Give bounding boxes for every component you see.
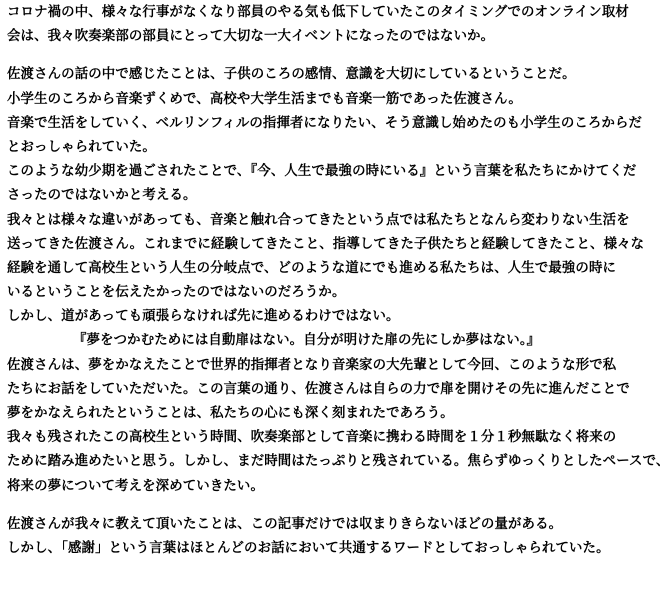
text-line: ために踏み進めたいと思う。しかし、まだ時間はたっぷりと残されている。焦らずゆっくりとしたペースで、 — [7, 454, 669, 470]
text-line: しかし、道があっても頑張らなければ先に進めるわけではない。 — [7, 309, 400, 325]
text-line: 我々とは様々な違いがあっても、音楽と触れ合ってきたという点では私たちとなんら変わりない生活を — [7, 212, 630, 228]
text-line: いるということを伝えたかったのではないのだろうか。 — [7, 285, 346, 301]
text-line: 小学生のころから音楽ずくめで、高校や大学生活までも音楽一筋であった佐渡さん。 — [7, 91, 522, 107]
text-line: 夢をかなえられたということは、私たちの心にも深く刻まれたであろう。 — [7, 406, 454, 421]
text-line: このような幼少期を過ごされたことで、『今、人生で最強の時にいる』という言葉を私たちにかけてくだ — [7, 164, 637, 180]
paragraph-closing — [7, 513, 610, 561]
text-line: 佐渡さんは、夢をかなえたことで世界的指揮者となり音楽家の大先輩として今回、このような形で私 — [7, 357, 617, 373]
text-line: 我々も残されたこの高校生という時間、吹奏楽部として音楽に携わる時間を１分１秒無駄なく将来の — [7, 430, 617, 446]
document-body — [7, 1, 669, 561]
quote-line: 『夢をつかむためには自動扉はない。自分が明けた扉の先にしか夢はない。』 — [73, 333, 541, 349]
text-line: 佐渡さんの話の中で感じたことは、子供のころの感情、意識を大切にしているということだ。 — [7, 67, 576, 83]
text-line: 将来の夢について考えを深めていきたい。 — [7, 478, 265, 494]
text-line: さったのではないかと考える。 — [7, 188, 197, 204]
text-line: コロナ禍の中、様々な行事がなくなり部員のやる気も低下していたこのタイミングでのオンライン取材 — [7, 5, 629, 20]
paragraph-intro — [7, 1, 629, 49]
paragraph-main — [7, 63, 669, 498]
text-line: 音楽で生活をしていく、ベルリンフィルの指揮者になりたい、そう意識し始めたのも小学生のころからだ — [7, 115, 643, 131]
text-line: とおっしゃられていた。 — [7, 139, 156, 155]
paragraph-gap — [7, 49, 595, 63]
text-line: 経験を通して高校生という人生の分岐点で、どのような道にでも進める私たちは、人生で最強の時に — [7, 260, 617, 276]
text-line: 会は、我々吹奏楽部の部員にとって大切な一大イベントになったのではないか。 — [7, 29, 495, 45]
text-line: しかし、「感謝」という言葉はほとんどのお話において共通するワードとしておっしゃられていた。 — [7, 540, 610, 556]
text-line: たちにお話をしていただいた。この言葉の通り、佐渡さんは自らの力で扉を開けその先に進んだことで — [7, 381, 630, 397]
text-line: 佐渡さんが我々に教えて頂いたことは、この記事だけでは収まりきらないほどの量がある。 — [7, 516, 563, 532]
paragraph-gap — [7, 499, 595, 513]
text-line: 送ってきた佐渡さん。これまでに経験してきたこと、指導してきた子供たちと経験してきたこと、様々な — [7, 236, 645, 252]
